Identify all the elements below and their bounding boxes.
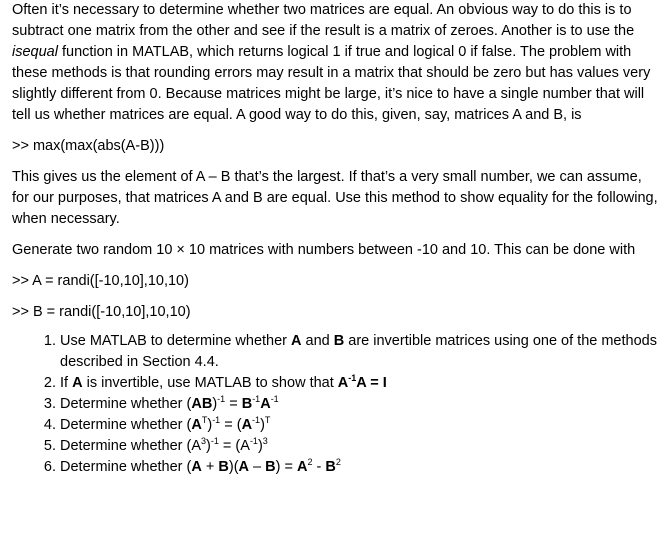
command-max: >> max(max(abs(A-B))) (12, 138, 165, 154)
generate-paragraph: Generate two random 10 × 10 matrices with numbers between -10 and 10. This can be done with (12, 242, 636, 258)
list-item: 6. Determine whether $(A + B)(A - B) = A^2 - B^2$ (60, 457, 660, 478)
list-item: 3. Determine whether $(AB)^{-1} = B^{-1}A^{-1}$ (60, 394, 660, 415)
exercise-list (12, 331, 660, 478)
document (12, 0, 660, 478)
list-item: 5. Determine whether $(A^3)^{-1} = (A^{-1})^3$ (60, 436, 660, 457)
intro-text-2: function in MATLAB, which returns logical 1 if true and logical 0 if false. The problem with these methods is that rounding errors may result in a matrix that should be zero but has values very slightly different from 0. Because matrices might be large, it’s nice to have a single number that will tell us whether matrices are equal. A good way to do this, given, say, matrices A and B, is (12, 44, 651, 123)
isequal-function-name: isequal (12, 44, 58, 60)
intro-text-1: Often it’s necessary to determine whether two matrices are equal. An obvious way to do this is to subtract one matrix from the other and see if the result is a matrix of zeroes. Another is to use the (12, 2, 635, 39)
explanation-paragraph: This gives us the element of A – B that’s the largest. If that’s a very small number, we can assume, for our purposes, that matrices A and B are equal. Use this method to show equality for the following, when necessary. (12, 169, 658, 227)
list-item: 2. If A is invertible, use MATLAB to show that $A^{-1}A = I$ (60, 373, 660, 394)
list-item: 4. Determine whether $(A^T)^{-1} = (A^{-1})^T$ (60, 415, 660, 436)
list-item: 1. Use MATLAB to determine whether A and B are invertible matrices using one of the methods described in Section 4.4. (60, 331, 660, 373)
command-a: >> A = randi([-10,10],10,10) (12, 273, 189, 289)
intro-paragraph (12, 0, 660, 126)
command-b: >> B = randi([-10,10],10,10) (12, 304, 191, 320)
